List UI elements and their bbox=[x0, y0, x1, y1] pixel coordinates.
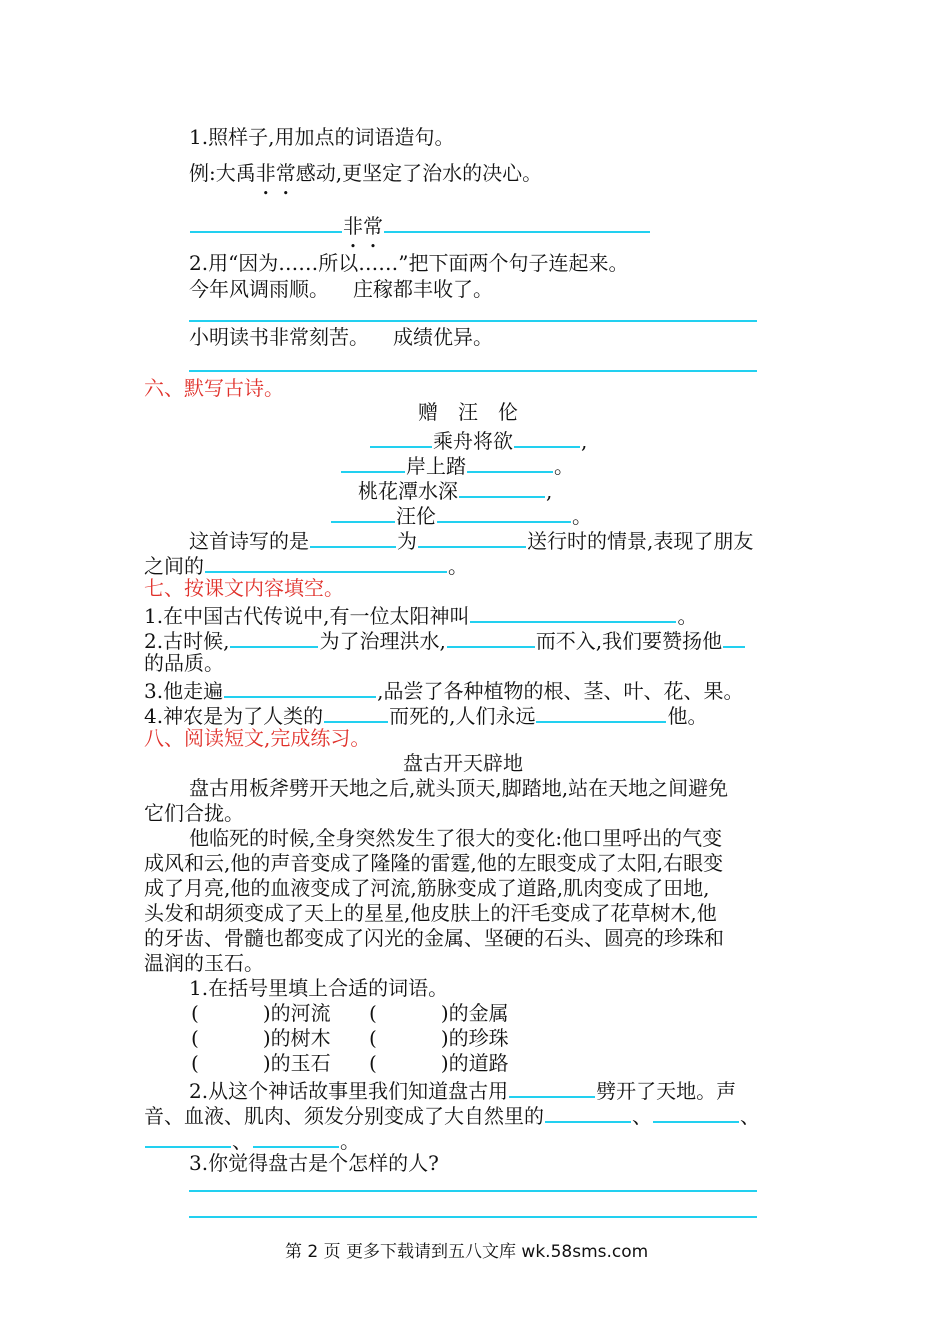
reading-q1: 1.在括号里填上合适的词语。 bbox=[189, 976, 449, 1000]
reading-q2-cont2 bbox=[144, 1128, 360, 1151]
answer-line[interactable] bbox=[189, 320, 757, 322]
blank[interactable] bbox=[470, 603, 676, 623]
q2-title: 2.用“因为……所以……”把下面两个句子连起来。 bbox=[189, 251, 629, 275]
word: 的金属 bbox=[448, 1001, 509, 1025]
pair1-b: 庄稼都丰收了。 bbox=[353, 277, 493, 301]
punct: , bbox=[581, 429, 588, 453]
answer-line[interactable] bbox=[189, 1216, 757, 1218]
blank[interactable] bbox=[467, 453, 553, 473]
punct: 。 bbox=[677, 604, 698, 628]
passage-line: 温润的玉石。 bbox=[144, 951, 264, 975]
poem-line-4 bbox=[330, 503, 592, 526]
q1-title: 1.照样子,用加点的词语造句。 bbox=[189, 125, 455, 149]
pair1 bbox=[189, 279, 493, 299]
passage-line: 它们合拢。 bbox=[144, 801, 244, 825]
paren-fill[interactable]: ( )的珍珠 bbox=[369, 1026, 509, 1050]
poem-line-3 bbox=[358, 478, 552, 501]
word: 的河流 bbox=[270, 1001, 331, 1025]
blank[interactable] bbox=[514, 428, 580, 448]
poem-text: 桃花潭水深 bbox=[358, 479, 458, 503]
blank[interactable] bbox=[370, 428, 432, 448]
reading-q3: 3.你觉得盘古是个怎样的人? bbox=[189, 1151, 439, 1175]
blank[interactable] bbox=[545, 1103, 631, 1123]
passage-line: 他临死的时候,全身突然发生了很大的变化:他口里呼出的气变 bbox=[189, 826, 723, 850]
poem-title: 赠 汪 伦 bbox=[418, 400, 518, 424]
sentence-fill-row bbox=[189, 213, 651, 236]
blank[interactable] bbox=[536, 703, 666, 723]
poem-text: 岸上踏 bbox=[406, 454, 466, 478]
blank[interactable] bbox=[723, 628, 745, 648]
answer-line[interactable] bbox=[189, 1190, 757, 1192]
section8-heading: 八、阅读短文,完成练习。 bbox=[144, 726, 371, 750]
passage-line: 成了月亮,他的血液变成了河流,筋脉变成了道路,肌肉变成了田地, bbox=[144, 876, 710, 900]
section7-heading: 七、按课文内容填空。 bbox=[144, 576, 344, 600]
s7-item4 bbox=[144, 703, 707, 726]
passage-line: 头发和胡须变成了天上的星星,他皮肤上的汗毛变成了花草树木,他 bbox=[144, 901, 717, 925]
punct: , bbox=[546, 479, 553, 503]
pair1-a: 今年风调雨顺。 bbox=[189, 277, 329, 301]
q-text: 1.在中国古代传说中,有一位太阳神叫 bbox=[144, 604, 470, 628]
word: 的道路 bbox=[448, 1051, 509, 1075]
fill-word: 非常 bbox=[343, 214, 383, 238]
punct: 、 bbox=[232, 1129, 252, 1153]
poem-text: 汪伦 bbox=[396, 504, 436, 528]
blank[interactable] bbox=[341, 453, 405, 473]
blank[interactable] bbox=[145, 1128, 231, 1148]
poem-question-cont bbox=[144, 553, 468, 576]
blank[interactable] bbox=[253, 1128, 339, 1148]
punct: 。 bbox=[340, 1129, 360, 1153]
punct: 。 bbox=[572, 504, 592, 528]
poem-line-2 bbox=[340, 453, 574, 476]
pair2-a: 小明读书非常刻苦。 bbox=[189, 325, 369, 349]
example-sentence bbox=[189, 163, 542, 183]
blank[interactable] bbox=[190, 213, 342, 233]
q-text: 送行时的情景,表现了朋友 bbox=[527, 529, 754, 553]
pair2-b: 成绩优异。 bbox=[393, 325, 493, 349]
paren-fill[interactable]: ( )的玉石 bbox=[191, 1051, 331, 1075]
pair2 bbox=[189, 327, 493, 347]
dotted-word: 非常 bbox=[255, 161, 296, 185]
passage-line: 成风和云,他的声音变成了隆隆的雷霆,他的左眼变成了太阳,右眼变 bbox=[144, 851, 724, 875]
example-prefix: 例:大禹 bbox=[189, 161, 256, 185]
blank[interactable] bbox=[205, 553, 447, 573]
blank[interactable] bbox=[459, 478, 545, 498]
q-text: 而不入,我们要赞扬他 bbox=[535, 629, 723, 653]
word: 的珍珠 bbox=[448, 1026, 509, 1050]
blank[interactable] bbox=[224, 678, 376, 698]
q-text: 2.古时候, bbox=[144, 629, 230, 653]
punct: 。 bbox=[554, 454, 574, 478]
passage-line: 的牙齿、骨髓也都变成了闪光的金属、坚硬的石头、圆亮的珍珠和 bbox=[144, 926, 724, 950]
word: 的树木 bbox=[270, 1026, 331, 1050]
reading-q2-cont bbox=[144, 1103, 760, 1126]
q-text: 为了治理洪水, bbox=[319, 629, 446, 653]
paren-fill[interactable]: ( )的金属 bbox=[369, 1001, 509, 1025]
s7-item2 bbox=[144, 628, 746, 651]
blank[interactable] bbox=[447, 628, 535, 648]
answer-line[interactable] bbox=[189, 370, 757, 372]
blank[interactable] bbox=[418, 528, 526, 548]
q-text: 这首诗写的是 bbox=[189, 529, 309, 553]
q-text: 而死的,人们永远 bbox=[389, 704, 536, 728]
q-text: 音、血液、肌肉、须发分别变成了大自然里的 bbox=[144, 1104, 544, 1128]
reading-q2 bbox=[189, 1078, 736, 1101]
s7-item3 bbox=[144, 678, 743, 701]
q-text: 4.神农是为了人类的 bbox=[144, 704, 324, 728]
punct: 、 bbox=[632, 1104, 652, 1128]
q-text: 他。 bbox=[667, 704, 708, 728]
blank[interactable] bbox=[384, 213, 650, 233]
paren-fill[interactable]: ( )的河流 bbox=[191, 1001, 331, 1025]
poem-text: 乘舟将欲 bbox=[433, 429, 513, 453]
q-text: 3.他走遍 bbox=[144, 679, 224, 703]
s7-item1 bbox=[144, 603, 697, 626]
passage-line: 盘古用板斧劈开天地之后,就头顶天,脚踏地,站在天地之间避免 bbox=[189, 776, 729, 800]
blank[interactable] bbox=[437, 503, 571, 523]
blank[interactable] bbox=[509, 1078, 595, 1098]
poem-question bbox=[189, 528, 753, 551]
blank[interactable] bbox=[324, 703, 388, 723]
section6-heading: 六、默写古诗。 bbox=[144, 376, 284, 400]
punct: 。 bbox=[448, 554, 468, 578]
s7-item2-cont: 的品质。 bbox=[144, 651, 224, 675]
example-suffix: 感动,更坚定了治水的决心。 bbox=[295, 161, 543, 185]
blank[interactable] bbox=[310, 528, 396, 548]
blank[interactable] bbox=[230, 628, 318, 648]
word: 的玉石 bbox=[270, 1051, 331, 1075]
q-text: ,品尝了各种植物的根、茎、叶、花、果。 bbox=[377, 679, 744, 703]
q-text: 之间的 bbox=[144, 554, 204, 578]
punct: 、 bbox=[740, 1104, 760, 1128]
page-footer: 第 2 页 更多下载请到五八文库 wk.58sms.com bbox=[285, 1242, 649, 1262]
q-text: 劈开了天地。声 bbox=[596, 1079, 737, 1103]
passage-title: 盘古开天辟地 bbox=[403, 751, 523, 775]
poem-line-1 bbox=[369, 428, 587, 451]
blank[interactable] bbox=[653, 1103, 739, 1123]
blank[interactable] bbox=[331, 503, 395, 523]
paren-fill[interactable]: ( )的道路 bbox=[369, 1051, 509, 1075]
paren-fill[interactable]: ( )的树木 bbox=[191, 1026, 331, 1050]
q-text: 为 bbox=[397, 529, 417, 553]
q-text: 2.从这个神话故事里我们知道盘古用 bbox=[189, 1079, 509, 1103]
